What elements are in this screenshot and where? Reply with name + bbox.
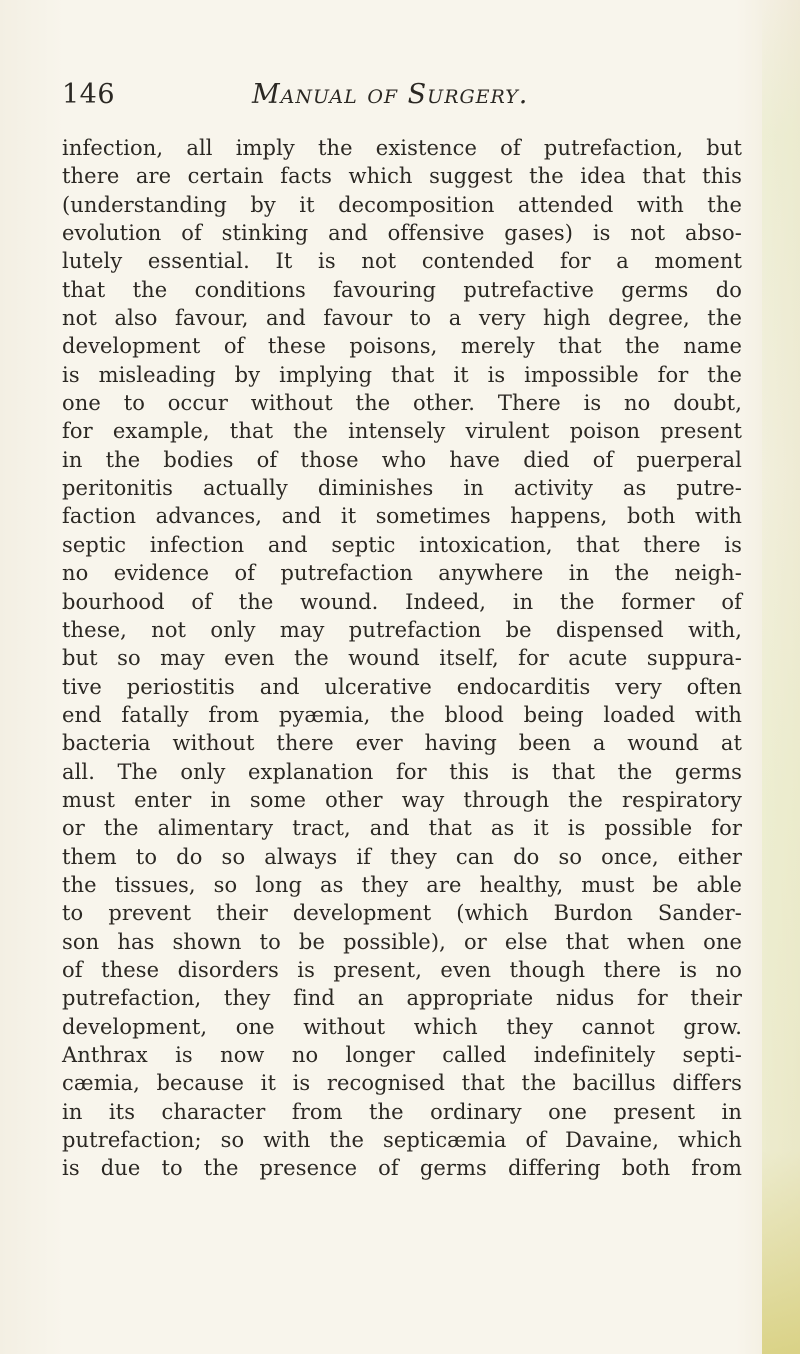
text-line: son has shown to be possible), or else that when one	[62, 929, 742, 954]
text-line: but so may even the wound itself, for acute suppura-	[62, 646, 742, 671]
body-text	[62, 134, 742, 1183]
page-edge-stain	[762, 0, 800, 1354]
text-line: must enter in some other way through the respiratory	[62, 787, 742, 812]
running-head: Manual of Surgery.	[252, 79, 529, 110]
text-line: peritonitis actually diminishes in activity as putre-	[62, 476, 742, 501]
text-line: infection, all imply the existence of putrefaction, but	[62, 136, 742, 160]
text-line: for example, that the intensely virulent poison present	[62, 419, 742, 444]
text-line: in the bodies of those who have died of puerperal	[62, 447, 742, 472]
text-line: to prevent their development (which Burdon Sander-	[62, 901, 742, 926]
text-line: bacteria without there ever having been a wound at	[62, 731, 742, 756]
text-line: or the alimentary tract, and that as it is possible for	[62, 816, 742, 841]
text-line: end fatally from pyæmia, the blood being loaded with	[62, 702, 742, 727]
text-line: cæmia, because it is recognised that the bacillus differs	[62, 1071, 742, 1096]
text-line: the tissues, so long as they are healthy, must be able	[62, 872, 742, 897]
text-line: putrefaction; so with the septicæmia of Davaine, which	[62, 1128, 742, 1153]
text-line: is misleading by implying that it is impossible for the	[62, 362, 742, 387]
text-line: there are certain facts which suggest the idea that this	[62, 164, 742, 189]
text-line: of these disorders is present, even though there is no	[62, 957, 742, 982]
text-line: no evidence of putrefaction anywhere in the neigh-	[62, 561, 742, 586]
text-line: one to occur without the other. There is no doubt,	[62, 391, 742, 416]
text-line: tive periostitis and ulcerative endocarditis very often	[62, 674, 742, 699]
text-line: development, one without which they cannot grow.	[62, 1014, 742, 1039]
text-line: lutely essential. It is not contended for a moment	[62, 249, 742, 274]
text-line: development of these poisons, merely that the name	[62, 334, 742, 359]
page-header	[62, 79, 742, 119]
text-line: septic infection and septic intoxication, that there is	[62, 532, 742, 557]
text-line: (understanding by it decomposition attended with the	[62, 192, 742, 217]
text-line: in its character from the ordinary one present in	[62, 1099, 742, 1124]
text-line: them to do so always if they can do so once, either	[62, 844, 742, 869]
text-line: faction advances, and it sometimes happens, both with	[62, 504, 742, 529]
text-line: not also favour, and favour to a very high degree, the	[62, 306, 742, 331]
text-line: bourhood of the wound. Indeed, in the former of	[62, 589, 742, 614]
text-line: is due to the presence of germs differing both from	[62, 1156, 742, 1181]
text-line: these, not only may putrefaction be dispensed with,	[62, 617, 742, 642]
text-line: Anthrax is now no longer called indefinitely septi-	[62, 1043, 742, 1067]
text-line: evolution of stinking and offensive gases) is not abso-	[62, 221, 742, 246]
page-number: 146	[62, 79, 116, 110]
text-line: putrefaction, they find an appropriate nidus for their	[62, 986, 742, 1011]
text-line: all. The only explanation for this is that the germs	[62, 759, 742, 784]
text-line: that the conditions favouring putrefactive germs do	[62, 277, 742, 302]
